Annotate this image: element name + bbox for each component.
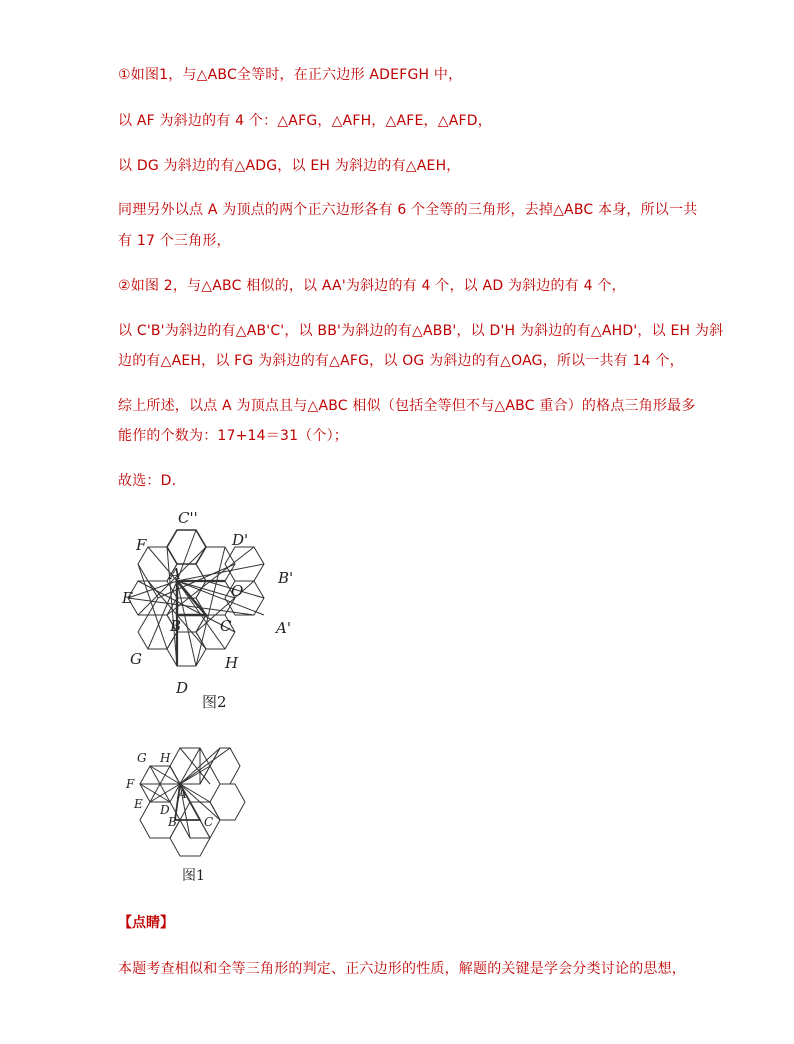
solution-line-3: 以 DG 为斜边的有△ADG，以 EH 为斜边的有△AEH， [118, 158, 461, 174]
fig2-label-a1: A' [276, 619, 291, 637]
fig2-label-f: F [136, 536, 147, 554]
comment-text: 本题考查相似和全等三角形的判定、正六边形的性质，解题的关键是学会分类讨论的思想， [118, 961, 686, 977]
fig2-label-c2: C'' [178, 509, 198, 527]
solution-line-10: 能作的个数为：17+14＝31（个）； [118, 428, 348, 444]
fig2-caption: 图2 [202, 693, 227, 711]
fig1-label-d: D [160, 803, 170, 817]
fig1-caption: 图1 [182, 868, 205, 884]
fig1-label-e: E [134, 797, 143, 811]
fig2-label-o: O [231, 582, 244, 600]
fig1-label-c: C [204, 815, 214, 829]
fig2-label-b: B [170, 617, 182, 635]
solution-line-7: 以 C'B'为斜边的有△AB'C'，以 BB'为斜边的有△ABB'，以 D'H 为斜边的有△AHD'，以 EH 为斜 [118, 323, 724, 339]
fig2-label-d: D [176, 679, 189, 697]
fig1-label-b: B [168, 815, 177, 829]
fig1-label-g: G [137, 751, 147, 765]
fig2-label-a: A [170, 565, 181, 583]
fig1-label-f: F [126, 777, 135, 791]
solution-line-1: ①如图1，与△ABC全等时，在正六边形 ADEFGH 中， [118, 67, 463, 83]
fig2-label-b1: B' [278, 569, 294, 587]
figure-2 [110, 505, 310, 715]
comment-heading: 【点睛】 [118, 915, 174, 931]
solution-line-2: 以 AF 为斜边的有 4 个：△AFG，△AFH，△AFE，△AFD， [118, 113, 492, 129]
solution-line-11: 故选：D． [118, 473, 186, 489]
fig2-label-e: E [122, 589, 133, 607]
solution-line-9: 综上所述，以点 A 为顶点且与△ABC 相似（包括全等但不与△ABC 重合）的格点三角形最多 [118, 398, 696, 414]
solution-line-6: ②如图 2，与△ABC 相似的，以 AA'为斜边的有 4 个，以 AD 为斜边的有 4 个， [118, 278, 626, 294]
fig2-label-h: H [225, 654, 239, 672]
fig1-label-a: A [178, 787, 187, 801]
fig2-label-g: G [130, 650, 142, 668]
fig2-label-d1: D' [232, 531, 249, 549]
solution-line-4: 同理另外以点 A 为顶点的两个正六边形各有 6 个全等的三角形，去掉△ABC 本身，所以一共 [118, 202, 698, 218]
fig1-label-h: H [160, 751, 171, 765]
solution-line-8: 边的有△AEH，以 FG 为斜边的有△AFG，以 OG 为斜边的有△OAG，所以一共有 14 个， [118, 353, 684, 369]
solution-line-5: 有 17 个三角形， [118, 233, 231, 249]
figure-1 [120, 742, 260, 892]
fig2-label-c: C [220, 617, 232, 635]
